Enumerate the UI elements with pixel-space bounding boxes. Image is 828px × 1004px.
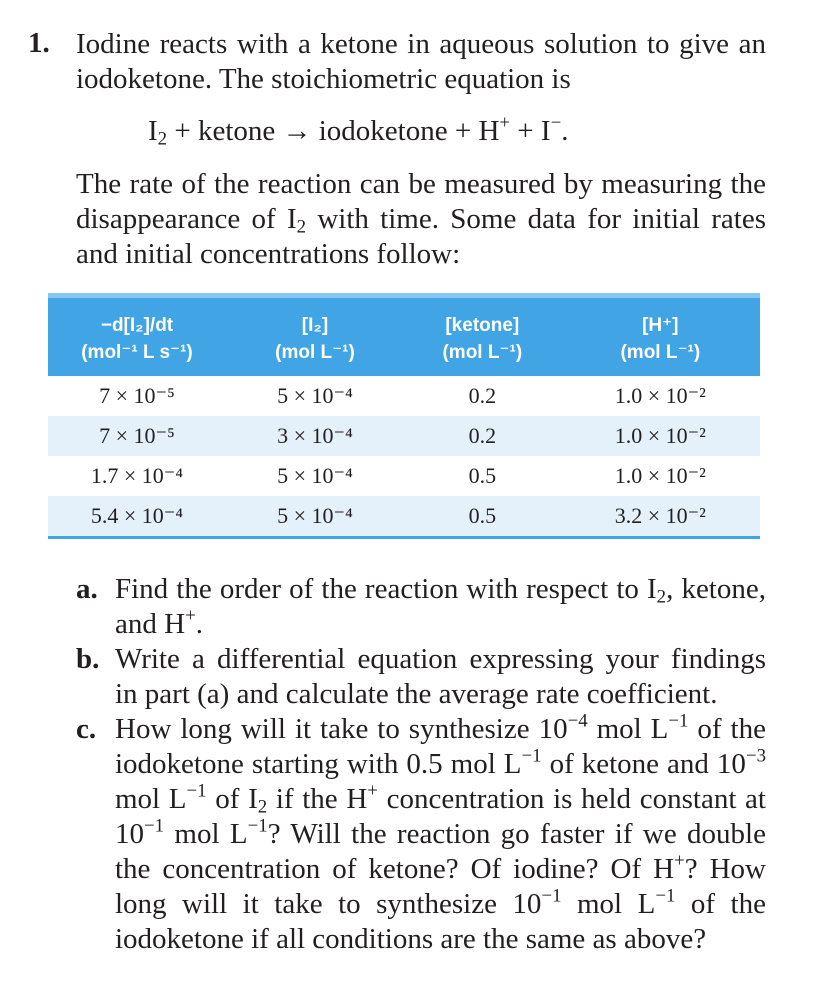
part-c-text: mol L — [115, 783, 187, 815]
rate-paragraph — [76, 167, 766, 272]
part-a-text-1: Find the order of the reaction with respect to I — [115, 573, 657, 605]
part-c-sup: −1 — [541, 885, 562, 907]
eq-product: iodoketone + H — [311, 115, 500, 147]
part-a-text-2: , ketone, and H — [115, 573, 766, 640]
part-a-sup: + — [185, 605, 196, 627]
part-c-sup: −1 — [247, 815, 268, 837]
table-cell: 1.0 × 10⁻² — [614, 383, 706, 408]
eq-h-charge: + — [499, 112, 511, 134]
table-cell: 3.2 × 10⁻² — [561, 496, 760, 538]
eq-plus-iodide: + I — [510, 115, 551, 147]
table-row — [48, 456, 760, 496]
table-cell: 5 × 10⁻⁴ — [277, 383, 353, 408]
header-ketone-line2: (mol L⁻¹) — [442, 342, 523, 363]
header-h-line1: [H⁺] — [642, 315, 679, 336]
question-parts — [76, 572, 766, 957]
table-row — [48, 496, 760, 538]
part-c-text: concentration is held constant at 10 — [115, 783, 766, 850]
rate-text-1: The rate of the reaction can be measured by measuring the disappearance of I — [76, 168, 766, 235]
table-cell: 5 × 10⁻⁴ — [226, 496, 404, 538]
table-cell: 5 × 10⁻⁴ — [277, 463, 353, 488]
header-i2 — [226, 296, 404, 377]
part-c-sup: −1 — [521, 745, 542, 767]
header-i2-line2: (mol L⁻¹) — [275, 342, 355, 363]
table-cell: 0.2 — [468, 423, 497, 448]
part-c-text: of the iodoketone starting with 0.5 mol L — [115, 713, 766, 780]
header-rate-line1: −d[I₂]/dt — [100, 315, 174, 336]
part-a-sub: 2 — [656, 586, 667, 608]
part-c-text: of the iodoketone if all conditions are the same as above? — [115, 888, 766, 955]
rate-text-subscript: 2 — [296, 216, 307, 238]
table-cell: 0.5 — [468, 463, 497, 488]
table-cell: 7 × 10⁻⁵ — [99, 383, 175, 408]
header-rate-line2: (mol⁻¹ L s⁻¹) — [81, 342, 193, 363]
part-a-label: a. — [76, 573, 98, 605]
part-c-text: mol L — [587, 713, 669, 745]
part-c-sup: −1 — [668, 710, 689, 732]
table-cell: 1.0 × 10⁻² — [614, 423, 706, 448]
intro-paragraph: Iodine reacts with a ketone in aqueous solution to give an iodoketone. The stoichiometric equation is — [76, 28, 766, 95]
part-c-sup: −4 — [567, 710, 588, 732]
table-cell: 5.4 × 10⁻⁴ — [48, 496, 226, 538]
table-cell: 1.0 × 10⁻² — [614, 463, 706, 488]
table-header-row — [48, 296, 760, 377]
table-cell: 0.5 — [404, 496, 561, 538]
part-c-sup: −3 — [745, 745, 766, 767]
part-c-text: ? How long will it take to synthesize 10 — [115, 853, 766, 920]
part-c-text: of ketone and 10 — [541, 748, 746, 780]
part-c-label: c. — [76, 713, 97, 745]
part-c-sub: 2 — [257, 796, 268, 818]
eq-iodide-charge: − — [550, 112, 562, 134]
part-b-label: b. — [76, 643, 100, 675]
part-a — [76, 572, 766, 642]
part-c-text: mol L — [561, 888, 656, 920]
eq-i2-subscript: 2 — [157, 128, 168, 150]
table-row — [48, 416, 760, 456]
part-c-sup: −1 — [144, 815, 165, 837]
table-cell: 7 × 10⁻⁵ — [99, 423, 175, 448]
header-h — [561, 296, 760, 377]
header-h-line2: (mol L⁻¹) — [620, 342, 701, 363]
rate-text-2: with time. Some data for initial rates and initial concentrations follow: — [76, 203, 766, 270]
part-c-sup: + — [674, 850, 685, 872]
table-cell: 1.7 × 10⁻⁴ — [90, 463, 184, 488]
part-a-text-3: . — [195, 608, 203, 640]
stoichiometric-equation — [148, 112, 569, 150]
table-row — [48, 376, 760, 416]
eq-i2: I — [148, 115, 158, 147]
part-b-text: Write a differential equation expressing your findings in part (a) and calculate the average rate coefficient. — [115, 643, 766, 710]
part-c-text: ? Will the reaction go faster if we double the concentration of ketone? Of iodine? Of H — [115, 818, 766, 885]
header-ketone-line1: [ketone] — [445, 315, 520, 336]
part-c-text: How long will it take to synthesize 10 — [115, 713, 568, 745]
part-c-sup: −1 — [655, 885, 676, 907]
eq-arrow: → — [282, 115, 312, 147]
table-cell: 3 × 10⁻⁴ — [277, 423, 353, 448]
header-i2-line1: [I₂] — [301, 315, 329, 336]
part-c — [76, 712, 766, 957]
part-c-sup: −1 — [186, 780, 207, 802]
data-table — [48, 293, 760, 539]
part-b — [76, 642, 766, 712]
header-ketone — [404, 296, 561, 377]
part-c-text: if the H — [267, 783, 368, 815]
header-rate — [48, 296, 226, 377]
eq-end: . — [561, 115, 569, 147]
part-c-text: of I — [206, 783, 258, 815]
part-c-sup: + — [367, 780, 378, 802]
eq-plus-ketone: + ketone — [167, 115, 283, 147]
part-c-text: mol L — [164, 818, 248, 850]
problem-number: 1. — [28, 27, 50, 59]
table-cell: 0.2 — [468, 383, 497, 408]
